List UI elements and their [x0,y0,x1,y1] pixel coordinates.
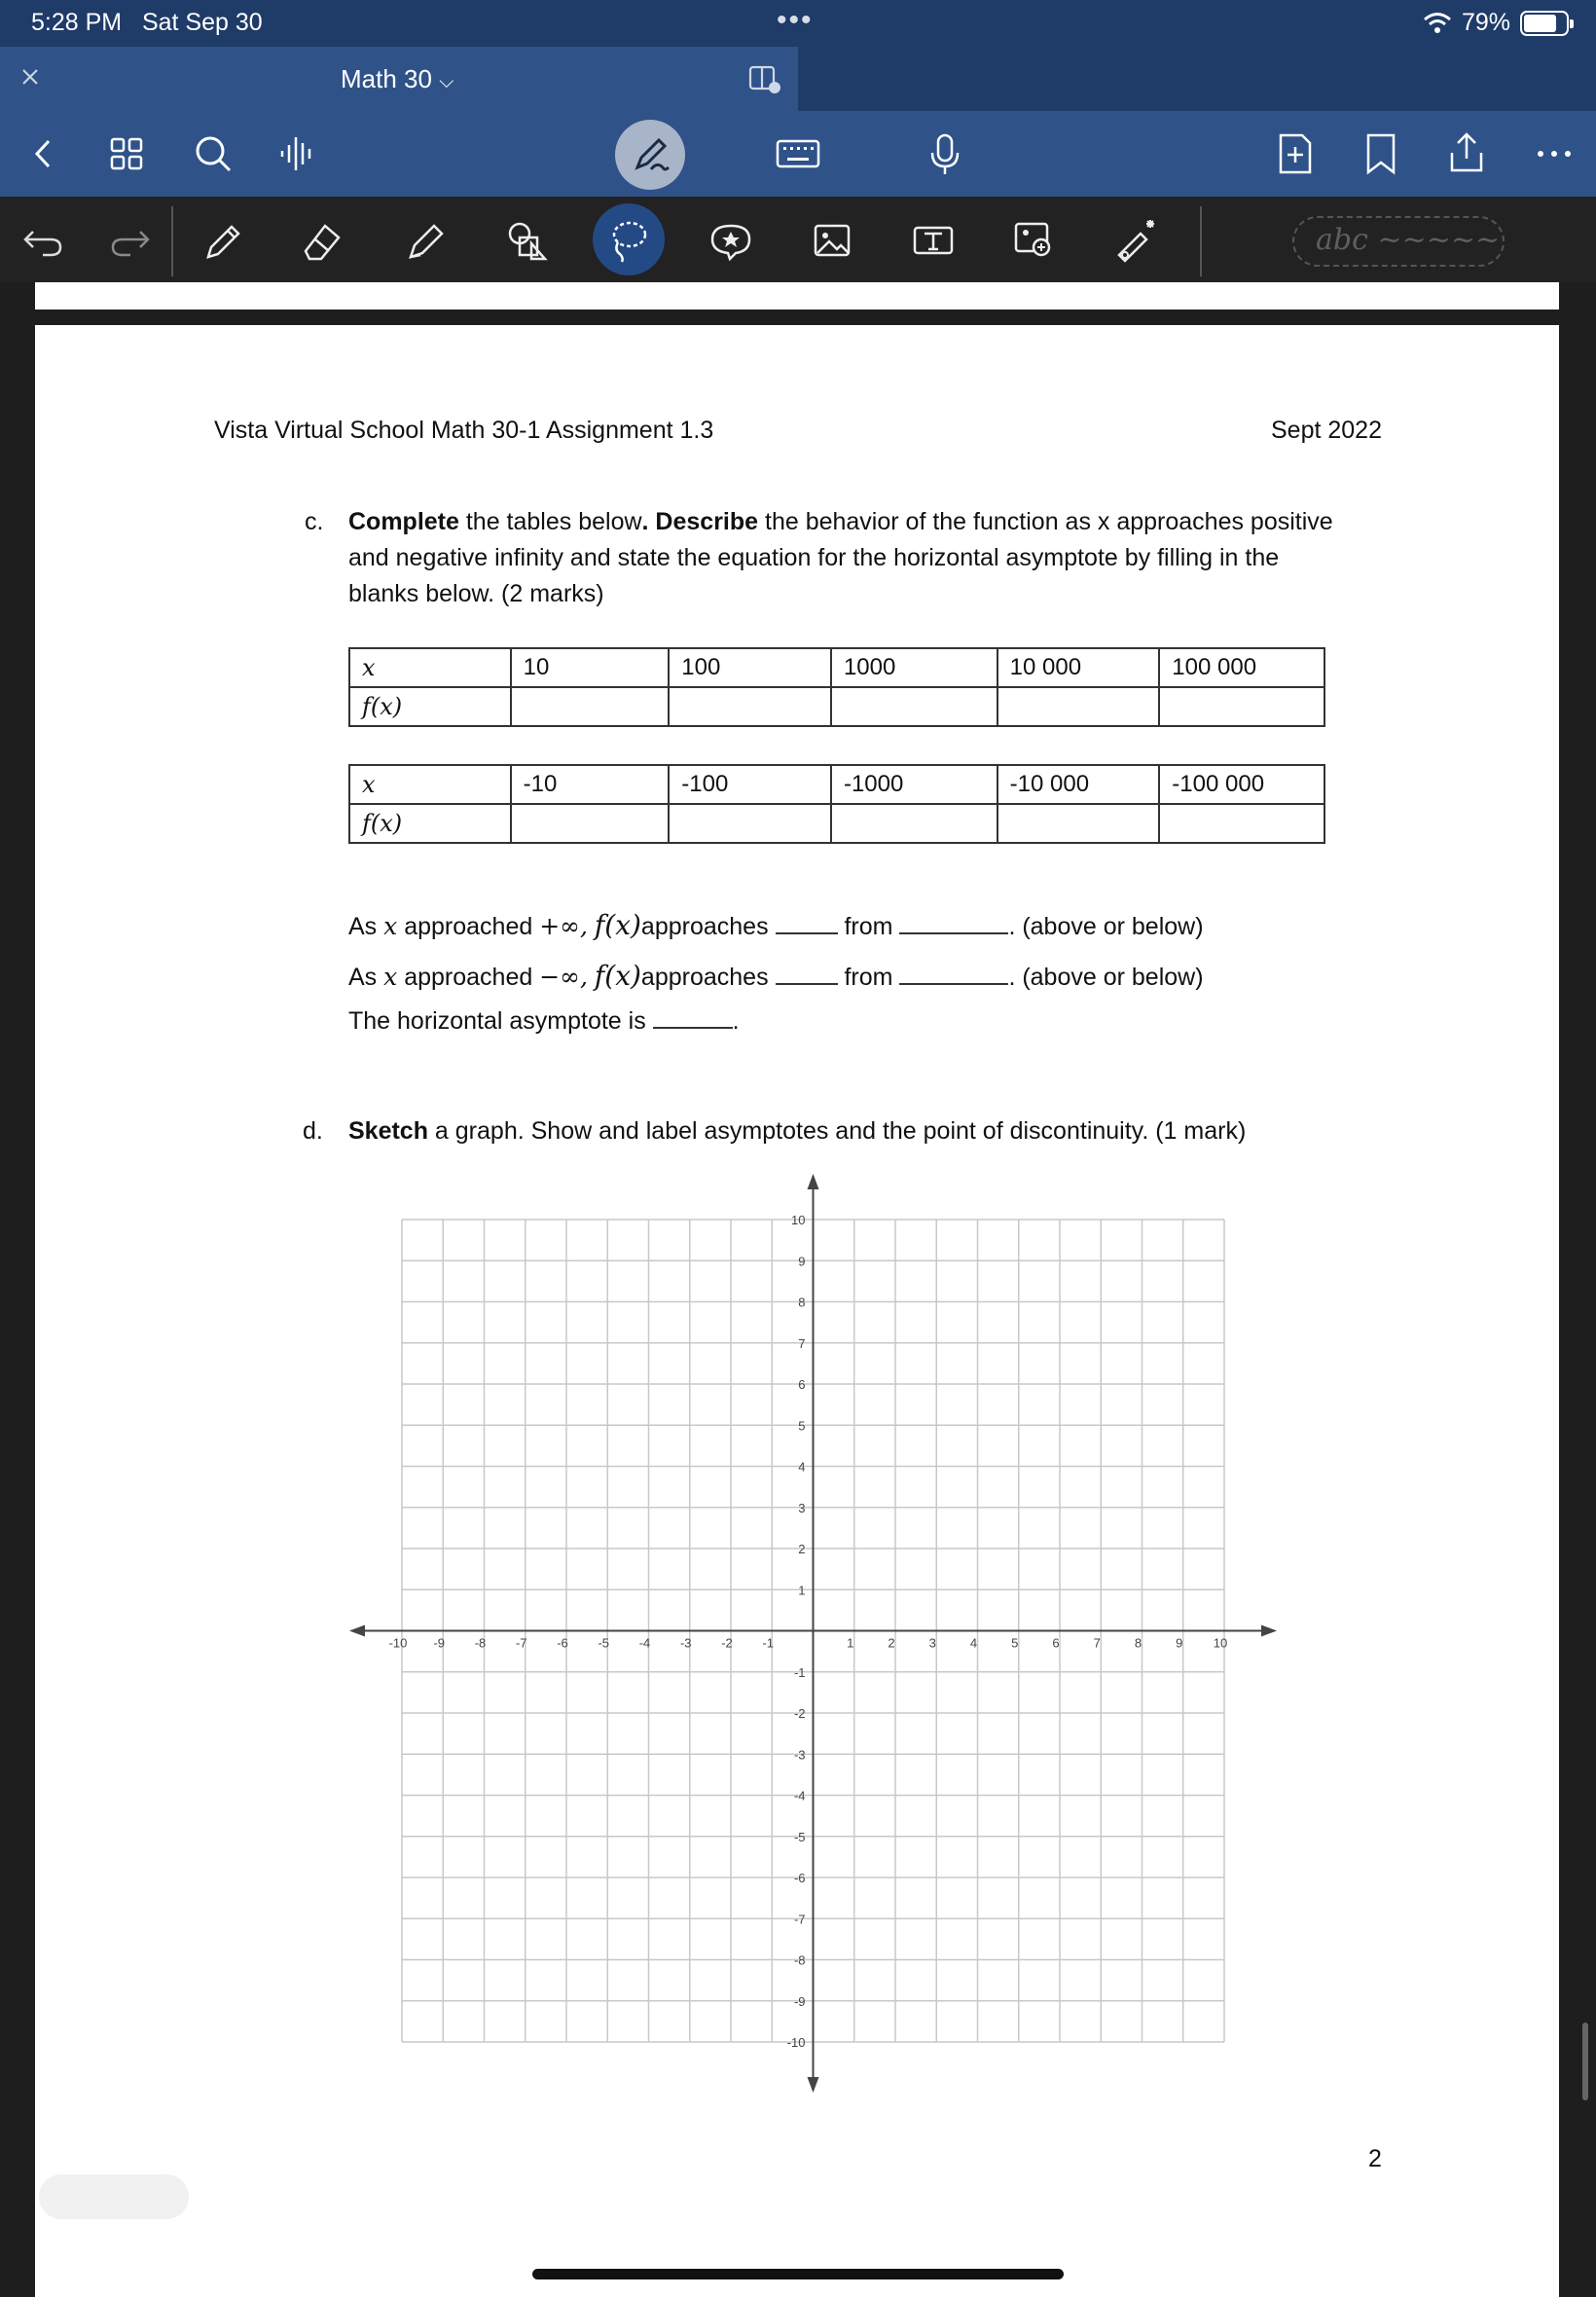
keyboard-icon[interactable] [774,129,822,178]
question-c-line-1: Complete the tables below. Describe the behavior of the function as x approaches positive [348,508,1333,535]
previous-page-edge [35,282,1559,310]
sticker-icon[interactable] [707,216,755,265]
search-icon[interactable] [189,129,237,178]
x-axis-arrow-right [1261,1625,1277,1637]
y-tick-label: 7 [798,1335,806,1351]
bookmark-icon[interactable] [1357,129,1405,178]
tab-math-30[interactable] [0,47,798,111]
y-tick-label: 9 [798,1254,806,1269]
split-view-icon[interactable] [747,62,782,97]
question-c-line-3: blanks below. (2 marks) [348,580,604,607]
y-axis-arrow-up [808,1174,819,1189]
y-tick-label: -6 [793,1871,806,1885]
question-c-label: c. [305,508,324,535]
y-axis-arrow-down [808,2077,819,2093]
lasso-icon [604,215,653,264]
x-tick-label: -1 [762,1635,775,1651]
table-cell: 1000 [831,648,998,687]
status-time: 5:28 PM Sat Sep 30 [31,9,263,36]
header-title: Vista Virtual School Math 30-1 Assignment 1.3 [214,417,714,444]
x-tick-label: -6 [557,1635,568,1651]
x-tick-label: 9 [1176,1635,1183,1651]
y-tick-label: -3 [793,1747,806,1763]
table-cell: -100 [669,765,831,804]
question-c-line-2: and negative infinity and state the equation for the horizontal asymptote by filling in the [348,544,1280,571]
y-tick-label: 2 [798,1542,806,1556]
separator [171,206,173,276]
x-tick-label: 5 [1011,1635,1019,1651]
question-d-label: d. [303,1117,323,1145]
text-icon[interactable] [909,216,958,265]
x-tick-label: 6 [1052,1635,1060,1651]
table-cell: 100 000 [1159,648,1324,687]
image-search-icon[interactable] [1010,216,1059,265]
document-page[interactable] [35,325,1559,2297]
y-tick-label: -9 [793,1993,806,2009]
table-cell: -10 000 [998,765,1160,804]
highlighter-icon[interactable] [401,216,450,265]
x-tick-label: 7 [1093,1635,1101,1651]
share-icon[interactable] [1442,129,1491,178]
y-tick-label: -10 [786,2035,806,2050]
redo-icon[interactable] [105,216,154,265]
lasso-button[interactable] [593,203,665,275]
image-icon[interactable] [808,216,856,265]
table-cell: 10 000 [998,648,1160,687]
x-tick-label: 4 [969,1635,978,1651]
y-tick-label: -8 [793,1952,806,1968]
coordinate-grid[interactable] [35,325,1559,2297]
wifi-icon [1423,12,1452,35]
x-tick-label: 2 [888,1635,895,1651]
x-tick-label: -9 [433,1635,446,1651]
tab-title[interactable]: Math 30 ⌵ [341,64,454,93]
fill-in-line-asymptote: The horizontal asymptote is . [348,1007,740,1035]
microphone-icon[interactable] [921,129,969,178]
x-tick-label: -10 [388,1635,408,1651]
tab-bar [0,47,1596,111]
y-tick-label: 4 [798,1459,806,1475]
question-d-text: Sketch a graph. Show and label asymptotes and the point of discontinuity. (1 mark) [348,1117,1247,1145]
x-tick-label: -5 [598,1635,610,1651]
table-cell: 10 [511,648,670,687]
y-tick-label: -2 [793,1706,806,1721]
table-cell: -100 000 [1159,765,1324,804]
page-number: 2 [1368,2145,1382,2172]
battery-icon [1520,11,1569,36]
table-header-x: x [349,648,511,687]
table-cell: 100 [669,648,831,687]
x-tick-label: -7 [515,1635,527,1651]
y-tick-label: 5 [798,1418,806,1434]
pen-icon[interactable] [199,216,247,265]
y-tick-label: -1 [793,1664,806,1680]
main-toolbar [0,111,1596,197]
y-tick-label: 8 [798,1294,806,1310]
fill-in-line-negative: As x approached −∞, f(x)approaches from . (above or below) [348,960,1204,992]
y-tick-label: 6 [798,1377,806,1392]
x-tick-label: -2 [721,1635,733,1651]
undo-icon[interactable] [19,216,68,265]
status-bar [0,0,1596,47]
x-tick-label: 3 [928,1635,936,1651]
pen-mode-icon [626,130,674,179]
y-tick-label: 1 [798,1583,806,1598]
home-indicator[interactable] [532,2269,1064,2279]
x-tick-label: 8 [1134,1635,1143,1651]
y-tick-label: -5 [793,1829,806,1844]
shapes-icon[interactable] [502,216,551,265]
y-tick-label: -4 [793,1788,806,1804]
table-header-fx: f(x) [349,804,511,843]
more-icon[interactable] [1530,129,1578,178]
scrollbar[interactable] [1582,2023,1588,2100]
multitasking-dots-icon[interactable]: ••• [777,4,814,36]
x-tick-label: -3 [679,1635,692,1651]
thumbnails-icon[interactable] [103,129,152,178]
x-tick-label: -8 [474,1635,487,1651]
battery-percent: 79% [1461,9,1510,36]
back-icon[interactable] [19,129,68,178]
pen-mode-button[interactable] [615,120,685,190]
page-indicator-pill[interactable] [39,2174,189,2219]
y-tick-label: 3 [798,1500,806,1515]
table-header-x: x [349,765,511,804]
x-tick-label: 10 [1213,1635,1228,1651]
y-tick-label: 10 [791,1213,806,1227]
table-header-fx: f(x) [349,687,511,726]
handwriting-box[interactable]: abc ~~~~~ [1292,216,1505,267]
close-icon[interactable] [16,62,45,91]
y-tick-label: -7 [793,1912,806,1927]
laser-icon[interactable] [1111,216,1160,265]
x-tick-label: 1 [847,1635,854,1651]
x-tick-label: -4 [638,1635,651,1651]
add-page-icon[interactable] [1271,129,1320,178]
tools-bar [0,197,1596,282]
table-cell: -1000 [831,765,998,804]
status-right [1423,9,1569,37]
audio-icon[interactable] [274,129,323,178]
fill-in-line-positive: As x approached +∞, f(x)approaches from . (above or below) [348,909,1204,941]
x-axis-arrow-left [349,1625,365,1637]
table-cell: -10 [511,765,670,804]
header-date: Sept 2022 [1271,417,1382,444]
separator [1200,206,1202,276]
eraser-icon[interactable] [298,216,346,265]
